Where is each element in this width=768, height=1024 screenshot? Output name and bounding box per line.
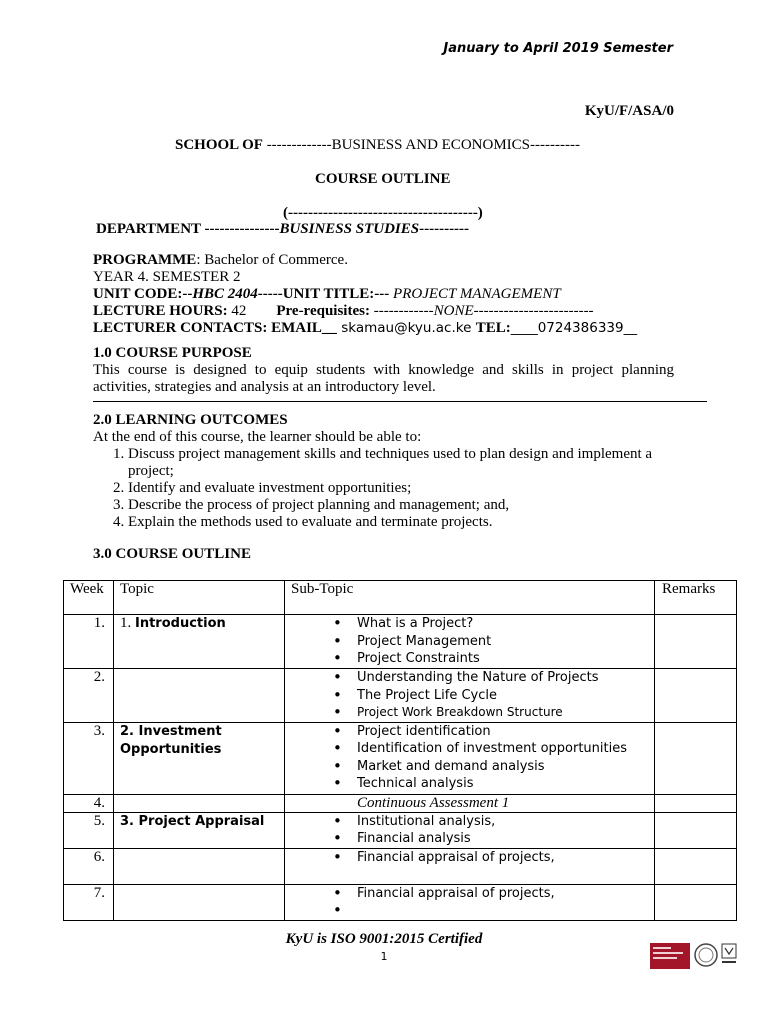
subtopic-cell	[285, 848, 655, 884]
subtopic-cell	[285, 884, 655, 920]
logo-text-bar	[653, 957, 677, 959]
course-purpose-section	[93, 345, 674, 396]
subtopic-list	[333, 885, 654, 903]
contacts-line	[93, 320, 683, 337]
remarks-cell	[655, 794, 737, 812]
subtopic-list	[333, 723, 654, 793]
course-purpose-text: This course is designed to equip students with knowledge and skills in project planning activities, strategies and analysis at an introductory level.	[93, 362, 674, 395]
week-cell: 7.	[64, 884, 114, 920]
topic-cell	[114, 669, 285, 723]
subtopic-cell	[285, 812, 655, 848]
page-title: COURSE OUTLINE	[315, 171, 451, 187]
lecture-line	[93, 303, 683, 320]
learning-outcomes-heading: 2.0 LEARNING OUTCOMES	[93, 412, 288, 428]
column-header-remarks: Remarks	[655, 581, 737, 615]
email-link[interactable]: skamau@kyu.ac.ke	[336, 320, 476, 336]
subtopic-item: • Project identification	[333, 723, 654, 741]
subtopic-item: • Identification of investment opportunities	[333, 740, 654, 758]
continuous-assessment-note: Continuous Assessment 1	[357, 794, 510, 811]
topic-prefix: 1.	[120, 615, 135, 631]
subtopic-item: • Project Constraints	[333, 650, 654, 668]
tel-value: ____0724386339__	[510, 320, 638, 336]
contacts-label: LECTURER CONTACTS: EMAIL__	[93, 320, 337, 336]
table-row	[64, 794, 737, 812]
subtopic-item: • Understanding the Nature of Projects	[333, 669, 654, 687]
subtopic-item: • Technical analysis	[333, 775, 654, 793]
table-row	[64, 884, 737, 920]
logo-text-bar	[653, 952, 683, 954]
year-semester: YEAR 4. SEMESTER 2	[93, 269, 241, 285]
week-cell: 3.	[64, 722, 114, 794]
topic-title: Introduction	[135, 616, 226, 631]
week-cell: 4.	[64, 794, 114, 812]
section-divider	[93, 401, 707, 402]
table-row	[64, 722, 737, 794]
learning-outcomes-list	[93, 446, 674, 531]
department-value: BUSINESS STUDIES	[279, 221, 420, 237]
outcome-item: 4. Explain the methods used to evaluate and terminate projects.	[128, 514, 674, 531]
subtopic-item: • Institutional analysis,	[333, 813, 654, 831]
programme-line	[93, 252, 683, 269]
subtopic-item: • Project Management	[333, 633, 654, 651]
table-header-row	[64, 581, 737, 615]
prereq-pre: ------------	[369, 303, 434, 319]
subtopic-item: • The Project Life Cycle	[333, 687, 654, 705]
subtopic-cell	[285, 794, 655, 812]
subtopic-cell	[285, 615, 655, 669]
certification-logo-block	[650, 943, 690, 969]
remarks-cell	[655, 722, 737, 794]
week-cell: 2.	[64, 669, 114, 723]
table-row	[64, 615, 737, 669]
programme-value: : Bachelor of Commerce.	[196, 252, 348, 268]
column-header-week: Week	[64, 581, 114, 615]
department-suffix: ----------	[419, 221, 470, 237]
topic-cell	[114, 884, 285, 920]
certification-logo	[650, 940, 740, 972]
unit-code-value: HBC 2404	[192, 286, 258, 302]
subtopic-item: • Financial appraisal of projects,	[333, 885, 654, 903]
week-cell: 1.	[64, 615, 114, 669]
prerequisites-label: Pre-requisites:	[276, 303, 370, 319]
remarks-cell	[655, 615, 737, 669]
document-code: KyU/F/ASA/0	[584, 103, 674, 119]
unit-title-value: PROJECT MANAGEMENT	[389, 286, 561, 302]
topic-cell: 3. Project Appraisal	[114, 812, 285, 848]
course-purpose-heading: 1.0 COURSE PURPOSE	[93, 345, 252, 361]
unit-title-label: -----UNIT TITLE:---	[257, 286, 390, 302]
table-row	[64, 812, 737, 848]
week-cell: 5.	[64, 812, 114, 848]
semester-header: January to April 2019 Semester	[443, 41, 673, 56]
school-value: -------------BUSINESS AND ECONOMICS----------	[266, 137, 580, 153]
column-header-topic: Topic	[114, 581, 285, 615]
lecture-hours-label: LECTURE HOURS:	[93, 303, 228, 319]
course-outline-table	[63, 580, 737, 921]
topic-cell: 2. Investment Opportunities	[114, 722, 285, 794]
page-number: 1	[380, 950, 388, 963]
lecture-hours-value: 42	[227, 303, 247, 319]
department-line	[96, 221, 469, 238]
department-label: DEPARTMENT ---------------	[96, 221, 280, 237]
subtopic-item: • Financial appraisal of projects,	[333, 849, 654, 867]
subtopic-list	[333, 615, 654, 668]
iso-certification-footer: KyU is ISO 9001:2015 Certified	[285, 931, 483, 947]
topic-cell	[114, 615, 285, 669]
prereq-value: NONE	[433, 303, 474, 319]
remarks-cell	[655, 669, 737, 723]
table-row	[64, 848, 737, 884]
unit-code-label: UNIT CODE:--	[93, 286, 193, 302]
remarks-cell	[655, 848, 737, 884]
outcome-item: 2. Identify and evaluate investment opportunities;	[128, 480, 674, 497]
course-outline-heading: 3.0 COURSE OUTLINE	[93, 546, 251, 562]
dash-line: (--------------------------------------)	[283, 205, 483, 221]
ukas-mark-icon	[722, 944, 736, 958]
subtopic-item: • Market and demand analysis	[333, 758, 654, 776]
table-row	[64, 669, 737, 723]
unit-line	[93, 286, 683, 303]
subtopic-list	[333, 849, 654, 867]
remarks-cell	[655, 884, 737, 920]
topic-cell	[114, 794, 285, 812]
programme-info	[93, 252, 683, 337]
subtopic-list	[333, 813, 654, 848]
programme-label: PROGRAMME	[93, 252, 197, 268]
subtopic-list	[333, 669, 654, 722]
certification-seal-icon	[695, 944, 717, 966]
subtopic-item: • Financial analysis	[333, 830, 654, 848]
outcome-item: 3. Describe the process of project planning and management; and,	[128, 497, 674, 514]
subtopic-cell	[285, 669, 655, 723]
subtopic-item: • What is a Project?	[333, 615, 654, 633]
subtopic-item: • Project Work Breakdown Structure	[333, 704, 654, 722]
topic-cell	[114, 848, 285, 884]
school-line	[175, 137, 580, 154]
outcome-item: 1. Discuss project management skills and techniques used to plan design and implement a project;	[128, 446, 674, 480]
tel-label: TEL:	[475, 320, 511, 336]
logo-text-bar	[653, 947, 671, 949]
prereq-post: ------------------------	[473, 303, 594, 319]
learning-outcomes-section	[93, 412, 674, 531]
learning-outcomes-intro: At the end of this course, the learner should be able to:	[93, 429, 422, 445]
remarks-cell	[655, 812, 737, 848]
school-label: SCHOOL OF	[175, 137, 263, 153]
subtopic-cell	[285, 722, 655, 794]
ukas-text-bar	[722, 961, 736, 963]
column-header-subtopic: Sub-Topic	[285, 581, 655, 615]
week-cell: 6.	[64, 848, 114, 884]
